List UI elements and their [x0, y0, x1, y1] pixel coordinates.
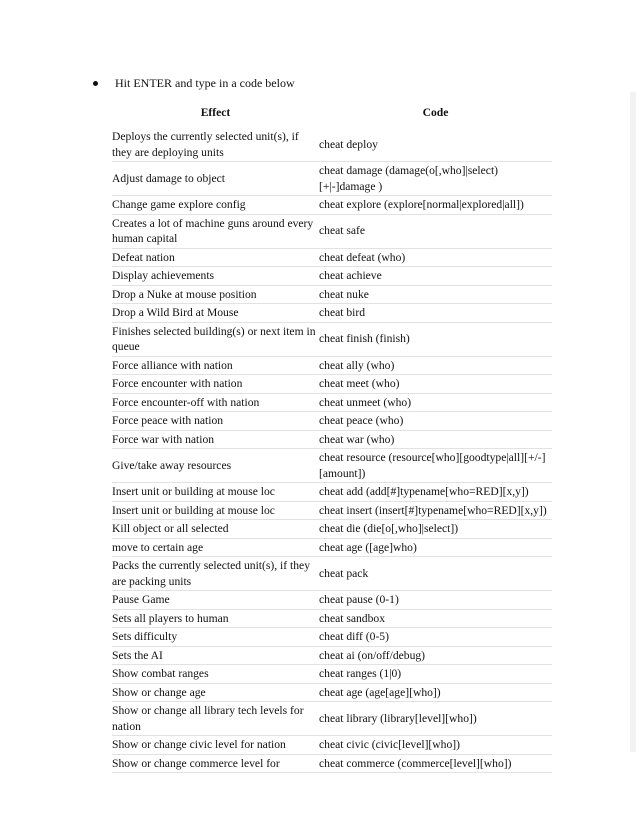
code-cell: cheat resource (resource[who][goodtype|all][+/-][amount]) — [319, 449, 552, 483]
effect-cell: Force war with nation — [112, 430, 319, 449]
code-cell: cheat finish (finish) — [319, 322, 552, 356]
effect-cell: Sets difficulty — [112, 628, 319, 647]
code-cell: cheat bird — [319, 304, 552, 323]
table-row — [112, 683, 552, 702]
code-cell: cheat age (age[age][who]) — [319, 683, 552, 702]
cheat-codes-table — [112, 104, 552, 773]
code-cell: cheat ranges (1|0) — [319, 665, 552, 684]
effect-cell: Creates a lot of machine guns around every human capital — [112, 214, 319, 248]
code-cell: cheat explore (explore[normal|explored|all]) — [319, 196, 552, 215]
table-row — [112, 538, 552, 557]
table-row — [112, 375, 552, 394]
table-row — [112, 483, 552, 502]
code-cell: cheat pack — [319, 557, 552, 591]
intro-text: Hit ENTER and type in a code below — [115, 76, 295, 90]
code-cell: cheat commerce (commerce[level][who]) — [319, 754, 552, 773]
effect-cell: Force encounter with nation — [112, 375, 319, 394]
table-row — [112, 609, 552, 628]
effect-cell: Defeat nation — [112, 248, 319, 267]
bullet-icon — [93, 81, 98, 86]
table-row — [112, 304, 552, 323]
table-row — [112, 449, 552, 483]
code-cell: cheat nuke — [319, 285, 552, 304]
code-cell: cheat pause (0-1) — [319, 591, 552, 610]
effect-cell: Change game explore config — [112, 196, 319, 215]
table-row — [112, 285, 552, 304]
table-row — [112, 196, 552, 215]
code-cell: cheat achieve — [319, 267, 552, 286]
code-cell: cheat unmeet (who) — [319, 393, 552, 412]
effect-cell: Force alliance with nation — [112, 356, 319, 375]
effect-cell: Pause Game — [112, 591, 319, 610]
effect-cell: Deploys the currently selected unit(s), if they are deploying units — [112, 128, 319, 162]
table-row — [112, 128, 552, 162]
effect-header: Effect — [200, 106, 231, 120]
effect-cell: Give/take away resources — [112, 449, 319, 483]
table-row — [112, 557, 552, 591]
code-cell: cheat damage (damage(o[,who]|select)[+|-]damage ) — [319, 162, 552, 196]
code-cell: cheat ai (on/off/debug) — [319, 646, 552, 665]
table-row — [112, 628, 552, 647]
code-cell: cheat add (add[#]typename[who=RED][x,y]) — [319, 483, 552, 502]
effect-cell: Sets the AI — [112, 646, 319, 665]
code-cell: cheat age ([age]who) — [319, 538, 552, 557]
table-row — [112, 267, 552, 286]
table-row — [112, 591, 552, 610]
code-cell: cheat die (die[o[,who]|select]) — [319, 520, 552, 539]
table-row — [112, 754, 552, 773]
code-header: Code — [422, 106, 449, 120]
effect-cell: Sets all players to human — [112, 609, 319, 628]
effect-cell: Display achievements — [112, 267, 319, 286]
intro-bullet — [93, 76, 295, 90]
code-cell: cheat war (who) — [319, 430, 552, 449]
table-row — [112, 162, 552, 196]
table-row — [112, 356, 552, 375]
code-cell: cheat peace (who) — [319, 412, 552, 431]
effect-cell: Insert unit or building at mouse loc — [112, 483, 319, 502]
code-cell: cheat library (library[level][who]) — [319, 702, 552, 736]
table-row — [112, 646, 552, 665]
effect-cell: move to certain age — [112, 538, 319, 557]
table-row — [112, 322, 552, 356]
effect-cell: Drop a Wild Bird at Mouse — [112, 304, 319, 323]
effect-cell: Show or change civic level for nation — [112, 736, 319, 755]
effect-cell: Kill object or all selected — [112, 520, 319, 539]
table-row — [112, 501, 552, 520]
code-cell: cheat diff (0-5) — [319, 628, 552, 647]
effect-cell: Show or change age — [112, 683, 319, 702]
table-row — [112, 665, 552, 684]
table-row — [112, 248, 552, 267]
effect-cell: Finishes selected building(s) or next item in queue — [112, 322, 319, 356]
table-row — [112, 430, 552, 449]
effect-cell: Show or change all library tech levels for nation — [112, 702, 319, 736]
effect-cell: Force peace with nation — [112, 412, 319, 431]
table-body — [112, 128, 552, 773]
effect-cell: Insert unit or building at mouse loc — [112, 501, 319, 520]
code-cell: cheat ally (who) — [319, 356, 552, 375]
table-row — [112, 520, 552, 539]
table-row — [112, 412, 552, 431]
effect-cell: Adjust damage to object — [112, 162, 319, 196]
table-row — [112, 702, 552, 736]
effect-cell: Show or change commerce level for — [112, 754, 319, 773]
table-row — [112, 393, 552, 412]
code-cell: cheat meet (who) — [319, 375, 552, 394]
code-cell: cheat safe — [319, 214, 552, 248]
table-header-row — [112, 104, 552, 128]
table-row — [112, 214, 552, 248]
code-cell: cheat defeat (who) — [319, 248, 552, 267]
code-cell: cheat civic (civic[level][who]) — [319, 736, 552, 755]
effect-cell: Drop a Nuke at mouse position — [112, 285, 319, 304]
effect-cell: Force encounter-off with nation — [112, 393, 319, 412]
code-cell: cheat deploy — [319, 128, 552, 162]
scrollbar[interactable] — [630, 92, 636, 752]
table-row — [112, 736, 552, 755]
code-cell: cheat insert (insert[#]typename[who=RED][x,y]) — [319, 501, 552, 520]
effect-cell: Show combat ranges — [112, 665, 319, 684]
effect-cell: Packs the currently selected unit(s), if they are packing units — [112, 557, 319, 591]
code-cell: cheat sandbox — [319, 609, 552, 628]
